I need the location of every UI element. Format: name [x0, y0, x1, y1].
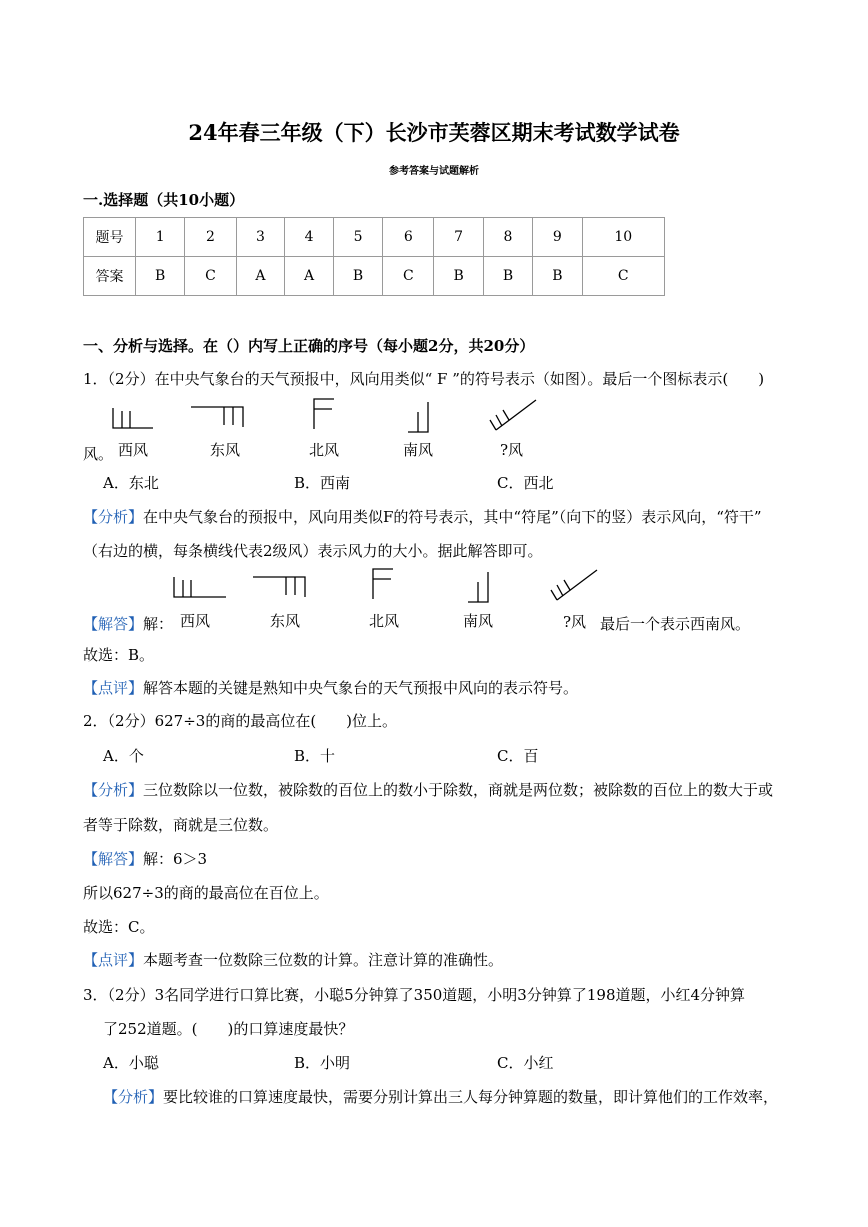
- q1-solution-line: [83, 614, 173, 634]
- answer-table-cell: B: [136, 257, 185, 296]
- answer-table-cell: C: [383, 257, 434, 296]
- q2-choice: 故选：C。: [83, 918, 155, 936]
- north-wind-icon: [373, 569, 395, 601]
- section-analysis-title: 一、分析与选择。在（）内写上正确的序号（每小题2分，共20分）: [83, 337, 535, 355]
- solution-label-east: 东风: [270, 612, 301, 630]
- answer-table-cell: B: [483, 257, 532, 296]
- answer-table-cell: 10: [582, 218, 664, 257]
- answer-table-number-row: [84, 218, 665, 257]
- west-wind-icon: [113, 408, 153, 430]
- figure-label-east: 东风: [210, 441, 241, 459]
- q3-analysis-line1: [103, 1087, 778, 1107]
- answer-table-cell: A: [285, 257, 334, 296]
- solution-label-south: 南风: [463, 612, 494, 630]
- south-wind-icon: [406, 402, 430, 434]
- q1-analysis-line1: [83, 507, 762, 527]
- q2-option-c: C．百: [497, 747, 539, 765]
- q2-analysis-line1: [83, 780, 773, 800]
- q1-option-c: C．西北: [497, 474, 554, 492]
- answer-table-cell: 1: [136, 218, 185, 257]
- unknown-wind-icon: [490, 398, 538, 434]
- q1-comment: [83, 678, 578, 698]
- q2-analysis-line2: 者等于除数，商就是三位数。: [83, 816, 279, 834]
- answer-table-cell: B: [434, 257, 483, 296]
- q1-option-b: B．西南: [294, 474, 351, 492]
- answer-table: [83, 217, 665, 296]
- answer-table-cell: 7: [434, 218, 483, 257]
- q3-option-a: A．小聪: [103, 1054, 159, 1072]
- q2-comment: [83, 950, 503, 970]
- figure-label-south: 南风: [403, 441, 434, 459]
- analysis-text: 要比较谁的口算速度最快，需要分别计算出三人每分钟算题的数量，即计算他们的工作效率，: [163, 1088, 779, 1106]
- answer-table-cell: A: [236, 257, 285, 296]
- east-wind-icon: [253, 577, 305, 599]
- comment-tag: 【点评】: [83, 679, 144, 697]
- q2-solution-line: [83, 849, 207, 869]
- q3-stem-line1: 3．（2分）3名同学进行口算比赛，小聪5分钟算了350道题，小明3分钟算了198道题，小红4分钟算: [83, 986, 746, 1004]
- north-wind-icon: [314, 399, 336, 431]
- document-subtitle: 参考答案与试题解析: [389, 166, 479, 177]
- answer-table-cell: 8: [483, 218, 532, 257]
- answer-table-cell: 2: [185, 218, 236, 257]
- document-title: 24年春三年级（下）长沙市芙蓉区期末考试数学试卷: [188, 120, 680, 145]
- answer-table-cell: 9: [533, 218, 582, 257]
- analysis-text: 三位数除以一位数，被除数的百位上的数小于除数，商就是两位数；被除数的百位上的数大于或: [143, 781, 774, 799]
- figure-label-north: 北风: [309, 441, 340, 459]
- solution-tag: 【解答】: [83, 850, 144, 868]
- west-wind-icon: [174, 577, 226, 599]
- answer-table-head: 答案: [84, 257, 136, 296]
- analysis-tag: 【分析】: [103, 1088, 164, 1106]
- answer-table-cell: B: [333, 257, 382, 296]
- answer-table-cell: 4: [285, 218, 334, 257]
- south-wind-icon: [466, 572, 490, 604]
- q2-stem: 2．（2分）627÷3的商的最高位在( )位上。: [83, 712, 398, 730]
- answer-table-cell: 5: [333, 218, 382, 257]
- answer-table-cell: C: [582, 257, 664, 296]
- answer-table-cell: 6: [383, 218, 434, 257]
- q2-option-a: A．个: [103, 747, 144, 765]
- section-choice-title: 一.选择题（共10小题）: [83, 191, 245, 209]
- solution-label-unknown: ?风: [563, 613, 587, 631]
- q1-figure-prefix: 风。: [83, 445, 114, 463]
- east-wind-icon: [191, 407, 243, 429]
- q1-stem: 1．（2分）在中央气象台的天气预报中，风向用类似“ F ”的符号表示（如图）。最后一个图标表示( ): [83, 370, 765, 388]
- analysis-text: 在中央气象台的预报中，风向用类似F的符号表示，其中“符尾”（向下的竖）表示风向，“符干”: [143, 508, 762, 526]
- q1-analysis-line2: （右边的横，每条横线代表2级风）表示风力的大小。据此解答即可。: [83, 542, 543, 560]
- q3-option-b: B．小明: [294, 1054, 351, 1072]
- solution-label-north: 北风: [369, 612, 400, 630]
- q3-option-c: C．小红: [497, 1054, 554, 1072]
- figure-label-west: 西风: [118, 441, 149, 459]
- comment-text: 解答本题的关键是熟知中央气象台的天气预报中风向的表示符号。: [143, 679, 579, 697]
- unknown-wind-icon: [551, 568, 599, 604]
- q1-choice: 故选：B。: [83, 646, 155, 664]
- comment-tag: 【点评】: [83, 951, 144, 969]
- q2-solution-line2: 所以627÷3的商的最高位在百位上。: [83, 884, 329, 902]
- answer-table-cell: B: [533, 257, 582, 296]
- q3-stem-line2: 了252道题。( )的口算速度最快？: [103, 1020, 354, 1038]
- q1-solution-suffix: 最后一个表示西南风。: [600, 615, 751, 633]
- figure-label-unknown: ?风: [500, 441, 524, 459]
- q2-option-b: B．十: [294, 747, 336, 765]
- analysis-tag: 【分析】: [83, 781, 144, 799]
- solution-text: 解：6＞3: [143, 850, 208, 868]
- answer-table-head: 题号: [84, 218, 136, 257]
- comment-text: 本题考查一位数除三位数的计算。注意计算的准确性。: [143, 951, 504, 969]
- solution-label-west: 西风: [180, 612, 211, 630]
- q1-option-a: A．东北: [103, 474, 159, 492]
- answer-table-cell: C: [185, 257, 236, 296]
- solution-tag: 【解答】: [83, 615, 144, 633]
- answer-table-answer-row: [84, 257, 665, 296]
- analysis-tag: 【分析】: [83, 508, 144, 526]
- answer-table-cell: 3: [236, 218, 285, 257]
- solution-prefix: 解：: [143, 615, 174, 633]
